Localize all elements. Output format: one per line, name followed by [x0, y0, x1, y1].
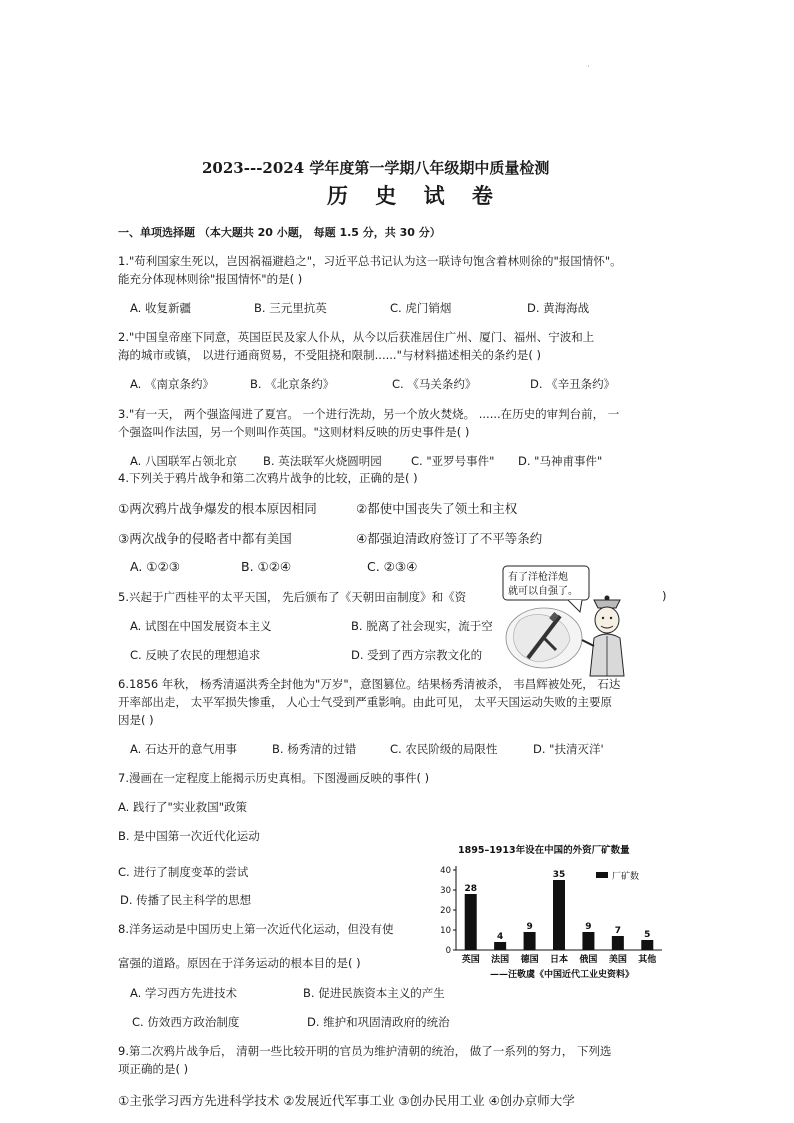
question-8-line-1: 8.洋务运动是中国历史上第一次近代化运动，但没有使	[118, 922, 394, 936]
option-a: A. 学习西方先进技术	[130, 986, 237, 1000]
option-d: D. 《辛丑条约》	[530, 377, 616, 391]
option-a: A. 试图在中国发展资本主义	[130, 619, 272, 633]
cartoon-illustration	[498, 560, 638, 678]
y-tick-label: 30	[440, 886, 451, 896]
option-c: C. 《马关条约》	[392, 377, 477, 391]
factory-count-chart	[428, 842, 686, 982]
question-6-line-1: 6.1856 年秋， 杨秀清逼洪秀全封他为"万岁"，意图篡位。结果杨秀清被杀， 韦昌辉被处死， 石达	[118, 677, 621, 691]
option-d: D. 传播了民主科学的思想	[120, 893, 252, 907]
legend-label: 厂矿数	[612, 872, 640, 882]
category-label: 日本	[549, 955, 569, 965]
chart-title: 1895–1913年设在中国的外资厂矿数量	[458, 845, 630, 856]
question-6-line-2: 开率部出走， 太平军损失惨重， 人心士气受到严重影响。由此可见， 太平天国运动失败的主要原	[118, 695, 612, 709]
option-d: D. 黄海海战	[527, 301, 590, 315]
category-label: 德国	[520, 955, 539, 965]
question-9-line-1: 9.第二次鸦片战争后， 清朝一些比较开明的官员为维护清朝的统治， 做了一系列的努力， 下列选	[118, 1044, 612, 1058]
option-b: B. 英法联军火烧圆明园	[263, 454, 382, 468]
category-label: 法国	[491, 955, 510, 965]
corner-dot: ·	[587, 62, 590, 72]
question-5-paren: )	[662, 589, 667, 603]
question-1-line-1: 1."苟利国家生死以，岂因祸福避趋之"，习近平总书记认为这一联诗句饱含着林则徐的"报国情怀"。	[118, 254, 622, 268]
value-label: 4	[497, 932, 504, 942]
bar-6	[612, 936, 624, 950]
bar-7	[641, 940, 653, 950]
bar-3	[524, 932, 536, 950]
option-a: A. 收复新疆	[130, 301, 191, 315]
question-1-line-2: 能充分体现林则徐"报国情怀"的是( )	[118, 272, 303, 286]
option-a: A. 八国联军占领北京	[130, 454, 237, 468]
value-label: 28	[464, 884, 477, 894]
y-tick-label: 40	[440, 866, 451, 876]
category-label: 其他	[638, 955, 657, 965]
bar-chart	[428, 842, 686, 982]
statement-3: ③两次战争的侵略者中都有美国	[118, 531, 292, 546]
chart-source: ——汪敬虞《中国近代工业史资料》	[490, 970, 635, 980]
option-a: A. 《南京条约》	[130, 377, 214, 391]
option-a: A. ①②③	[130, 559, 180, 574]
y-tick-label: 20	[440, 906, 451, 916]
option-b: B. 是中国第一次近代化运动	[118, 829, 260, 843]
category-label: 美国	[608, 955, 627, 965]
question-8-line-2: 富强的道路。原因在于洋务运动的根本目的是( )	[118, 956, 361, 970]
question-7-stem: 7.漫画在一定程度上能揭示历史真相。下图漫画反映的事件( )	[118, 771, 430, 785]
option-d: D. "马神甫事件"	[518, 454, 603, 468]
exam-subtitle: 历 史 试 卷	[327, 183, 503, 208]
bar-2	[494, 942, 506, 950]
y-tick-label: 10	[440, 926, 451, 936]
bar-5	[582, 932, 594, 950]
statement-1: ①两次鸦片战争爆发的根本原因相同	[118, 501, 317, 516]
option-b: B. 杨秀清的过错	[272, 742, 357, 756]
option-b: B. 脱离了社会现实，流于空	[351, 619, 493, 633]
option-d: D. 受到了西方宗教文化的	[351, 648, 483, 662]
option-a: A. 石达开的意气用事	[130, 742, 237, 756]
question-6-line-3: 因是( )	[118, 713, 154, 727]
option-d: D. 维护和巩固清政府的统治	[307, 1015, 450, 1029]
question-4-stem: 4.下列关于鸦片战争和第二次鸦片战争的比较，正确的是( )	[118, 471, 418, 485]
option-c: C. 农民阶级的局限性	[390, 742, 498, 756]
option-d: D. "扶清灭洋'	[533, 742, 604, 756]
option-b: B. ①②④	[241, 559, 292, 574]
bubble-text-1: 有了洋枪洋炮	[508, 572, 568, 583]
question-5-stem: 5.兴起于广西桂平的太平天国， 先后颁布了《天朝田亩制度》和《资	[118, 590, 467, 604]
legend-swatch	[596, 872, 608, 878]
bubble-text-2: 就可以自强了。	[508, 586, 578, 597]
exam-title: 2023---2024 学年度第一学期八年级期中质量检测	[202, 159, 550, 177]
bar-4	[553, 880, 565, 950]
option-c: C. 反映了农民的理想追求	[130, 648, 261, 662]
bar-1	[465, 894, 477, 950]
value-label: 9	[585, 922, 592, 932]
value-label: 7	[614, 926, 621, 936]
option-b: B. 三元里抗英	[254, 301, 327, 315]
question-3-line-1: 3."有一天， 两个强盗闯进了夏宫。 一个进行洗劫，另一个放火焚烧。 ......在历史的审判台前， 一	[118, 407, 620, 421]
option-b: B. 促进民族资本主义的产生	[303, 986, 445, 1000]
option-c: C. 虎门销烟	[390, 301, 452, 315]
question-2-line-1: 2."中国皇帝座下同意，英国臣民及家人仆从，从今以后获准居住广州、厦门、福州、宁波和上	[118, 330, 595, 344]
value-label: 9	[526, 922, 533, 932]
category-label: 英国	[461, 955, 480, 965]
option-b: B. 《北京条约》	[250, 377, 335, 391]
y-tick-label: 0	[445, 946, 451, 956]
cartoon-drawing	[498, 560, 638, 678]
value-label: 5	[644, 930, 651, 940]
option-c: C. 进行了制度变革的尝试	[118, 865, 249, 879]
question-2-line-2: 海的城市或镇， 以进行通商贸易，不受阻挠和限制......"与材料描述相关的条约是( )	[118, 348, 542, 362]
category-label: 俄国	[579, 955, 598, 965]
option-c: C. ②③④	[367, 559, 418, 574]
option-c: C. "亚罗号事件"	[411, 454, 495, 468]
option-a: A. 践行了"实业救国"政策	[118, 800, 248, 814]
value-label: 35	[552, 870, 566, 880]
section-heading: 一、单项选择题 （本大题共 20 小题， 每题 1.5 分，共 30 分）	[118, 226, 441, 239]
statement-4: ④都强迫清政府签订了不平等条约	[356, 531, 543, 546]
question-9-line-2: 项正确的是( )	[118, 1062, 189, 1076]
statement-2: ②都使中国丧失了领土和主权	[356, 501, 518, 516]
question-9-items: ①主张学习西方先进科学技术 ②发展近代军事工业 ③创办民用工业 ④创办京师大学	[118, 1093, 575, 1108]
question-3-line-2: 个强盗叫作法国，另一个则叫作英国。"这则材料反映的历史事件是( )	[118, 425, 470, 439]
option-c: C. 仿效西方政治制度	[132, 1015, 240, 1029]
